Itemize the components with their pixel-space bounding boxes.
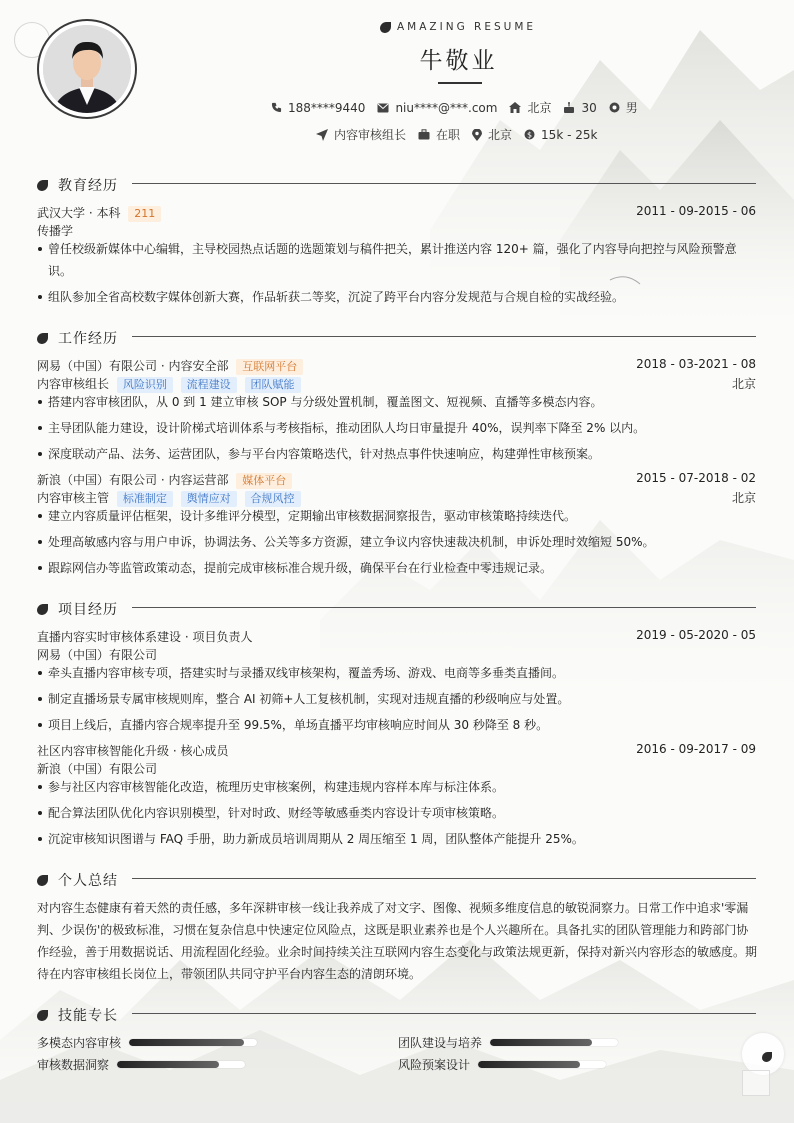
- corner-decoration: [742, 1033, 784, 1075]
- skill-bar: [129, 1039, 257, 1046]
- gender-text: 男: [625, 101, 638, 115]
- leaf-icon: [37, 333, 48, 344]
- project-name: 社区内容审核智能化升级 · 核心成员: [37, 744, 229, 758]
- project-bullet: 牵头直播内容审核专项，搭建实时与录播双线审核架构，覆盖秀场、游戏、电商等多垂类直播间。: [37, 662, 737, 684]
- education-date: 2011 - 09-2015 - 06: [636, 204, 756, 218]
- skill-name: 审核数据洞察: [37, 1058, 110, 1072]
- skill-item: [398, 1056, 606, 1073]
- summary-section-title: [37, 870, 118, 890]
- project-bullet: 参与社区内容审核智能化改造，梳理历史审核案例，构建违规内容样本库与标注体系。: [37, 776, 737, 798]
- project-bullet: 项目上线后，直播内容合规率提升至 99.5%，单场直播平均审核响应时间从 30 秒降至 8 秒。: [37, 714, 737, 736]
- skill-item: [398, 1034, 618, 1051]
- skill-tag: 风险识别: [117, 377, 173, 393]
- skill-tag: 流程建设: [181, 377, 237, 393]
- age-item: [563, 101, 596, 115]
- job-intent-row: [316, 126, 609, 143]
- section-title-text: 教育经历: [58, 178, 118, 194]
- industry-tag: 媒体平台: [236, 473, 292, 489]
- leaf-icon: [37, 604, 48, 615]
- target-city-text: 北京: [488, 128, 513, 142]
- cake-icon: [563, 102, 575, 113]
- leaf-icon: [762, 1052, 772, 1062]
- email-item: [377, 101, 497, 115]
- city-text: 北京: [527, 101, 552, 115]
- education-section-title: [37, 175, 118, 195]
- skill-tag: 团队赋能: [245, 377, 301, 393]
- project-bullet: 配合算法团队优化内容识别模型，针对时政、财经等敏感垂类内容设计专项审核策略。: [37, 802, 737, 824]
- name-divider: [438, 82, 482, 84]
- position-item: [316, 126, 406, 143]
- section-title-text: 项目经历: [58, 602, 118, 618]
- gender-item: [609, 99, 638, 116]
- skill-name: 风险预案设计: [398, 1058, 471, 1072]
- project-date: 2016 - 09-2017 - 09: [636, 742, 756, 756]
- section-divider: [132, 878, 756, 879]
- scroll-top-button[interactable]: [742, 1070, 770, 1096]
- phone-icon: [271, 102, 282, 113]
- gender-icon: [609, 102, 620, 113]
- school-tag: 211: [128, 206, 161, 222]
- company-name: 新浪（中国）有限公司 · 内容运营部: [37, 473, 229, 487]
- job-title: 内容审核组长: [37, 377, 110, 391]
- skill-tag: 舆情应对: [181, 491, 237, 507]
- skill-name: 团队建设与培养: [398, 1036, 483, 1050]
- money-icon: [524, 129, 535, 140]
- project-company: 网易（中国）有限公司: [37, 648, 158, 662]
- education-major: 传播学: [37, 224, 74, 238]
- summary-paragraph: 对内容生态健康有着天然的责任感，多年深耕审核一线让我养成了对文字、图像、视频多维度信息的敏锐洞察力。日常工作中追求'零漏判、少误伤'的极致标准，习惯在复杂信息中快速定位风险点，这既是职业素养也是个人兴趣所在。具备扎实的团队管理能力和跨部门协作经验，善于用数据说话、用流程固化经验。业余时间持续关注互联网内容生态变化与政策法规更新，保持对新兴内容形态的敏感度。期待在内容审核组长岗位上，带领团队共同守护平台内容生态的清朗环境。: [37, 901, 758, 981]
- education-bullet: 组队参加全省高校数字媒体创新大赛，作品斩获二等奖，沉淀了跨平台内容分发规范与合规自检的实战经验。: [37, 286, 737, 308]
- skill-bar: [478, 1061, 606, 1068]
- work-date: 2015 - 07-2018 - 02: [636, 471, 756, 485]
- person-name: 牛敬业: [419, 48, 498, 74]
- city-item: [509, 99, 551, 116]
- salary-text: 15k - 25k: [541, 127, 598, 142]
- skill-bar-fill: [129, 1039, 244, 1046]
- project-bullet: 沉淀审核知识图谱与 FAQ 手册，助力新成员培训周期从 2 周压缩至 1 周，团队整体产能提升 25%。: [37, 828, 737, 850]
- projects-section-title: [37, 599, 118, 619]
- skill-bar: [117, 1061, 245, 1068]
- work-bullet: 搭建内容审核团队，从 0 到 1 建立审核 SOP 与分级处置机制，覆盖图文、短视频、直播等多模态内容。: [37, 391, 737, 413]
- section-title-text: 个人总结: [58, 873, 118, 889]
- work-section-title: [37, 328, 118, 348]
- briefcase-icon: [418, 129, 430, 140]
- skill-name: 多模态内容审核: [37, 1036, 122, 1050]
- section-title-text: 工作经历: [58, 331, 118, 347]
- project-bullet: 制定直播场景专属审核规则库，整合 AI 初筛+人工复核机制，实现对违规直播的秒级响应与处置。: [37, 688, 737, 710]
- company-name: 网易（中国）有限公司 · 内容安全部: [37, 359, 229, 373]
- send-icon: [316, 129, 328, 141]
- job-title: 内容审核主管: [37, 491, 110, 505]
- education-bullet: 曾任校级新媒体中心编辑，主导校园热点话题的选题策划与稿件把关，累计推送内容 120+ 篇，强化了内容导向把控与风险预警意识。: [37, 238, 737, 282]
- work-city: 北京: [731, 491, 756, 505]
- skill-item: [37, 1056, 245, 1073]
- project-name: 直播内容实时审核体系建设 · 项目负责人: [37, 630, 253, 644]
- skill-bar-fill: [117, 1061, 219, 1068]
- svg-text:$: $: [527, 130, 533, 140]
- work-bullet: 建立内容质量评估框架，设计多维评分模型，定期输出审核数据洞察报告，驱动审核策略持续迭代。: [37, 505, 737, 527]
- brand-title: [380, 20, 536, 34]
- section-divider: [132, 1013, 756, 1014]
- location-icon: [472, 129, 482, 141]
- school-name: 武汉大学 · 本科: [37, 206, 121, 220]
- section-divider: [132, 336, 756, 337]
- brand-text: AMAZING RESUME: [397, 21, 537, 33]
- project-date: 2019 - 05-2020 - 05: [636, 628, 756, 642]
- industry-tag: 互联网平台: [236, 359, 303, 375]
- skill-bar-fill: [478, 1061, 580, 1068]
- position-text: 内容审核组长: [334, 128, 407, 142]
- work-bullet: 主导团队能力建设，设计阶梯式培训体系与考核指标，推动团队人均日审量提升 40%，误判率下降至 2% 以内。: [37, 417, 737, 439]
- work-bullet: 处理高敏感内容与用户申诉，协调法务、公关等多方资源，建立争议内容快速裁决机制，申诉处理时效缩短 50%。: [37, 531, 737, 553]
- leaf-icon: [380, 22, 391, 33]
- project-company: 新浪（中国）有限公司: [37, 762, 158, 776]
- status-text: 在职: [436, 128, 461, 142]
- skills-section-title: [37, 1005, 118, 1025]
- section-title-text: 技能专长: [58, 1008, 118, 1024]
- leaf-icon: [37, 1010, 48, 1021]
- phone-text: 188****9440: [288, 100, 366, 115]
- contact-row: [271, 99, 650, 116]
- skill-tag: 合规风控: [245, 491, 301, 507]
- email-text: niu****@***.com: [395, 100, 498, 115]
- skill-tag: 标准制定: [117, 491, 173, 507]
- email-icon: [377, 103, 389, 113]
- skill-bar-fill: [490, 1039, 592, 1046]
- status-item: [418, 126, 460, 143]
- section-divider: [132, 607, 756, 608]
- work-date: 2018 - 03-2021 - 08: [636, 357, 756, 371]
- salary-item: [524, 128, 597, 142]
- work-bullet: 跟踪网信办等监管政策动态，提前完成审核标准合规升级，确保平台在行业检查中零违规记录。: [37, 557, 737, 579]
- leaf-icon: [37, 180, 48, 191]
- skill-item: [37, 1034, 257, 1051]
- section-divider: [132, 183, 756, 184]
- work-city: 北京: [731, 377, 756, 391]
- phone-item: [271, 101, 365, 115]
- skill-bar: [490, 1039, 618, 1046]
- home-icon: [509, 102, 521, 113]
- leaf-icon: [37, 875, 48, 886]
- target-city-item: [472, 126, 512, 143]
- age-text: 30: [581, 100, 597, 115]
- work-bullet: 深度联动产品、法务、运营团队，参与平台内容策略迭代，针对热点事件快速响应，构建弹性审核预案。: [37, 443, 737, 465]
